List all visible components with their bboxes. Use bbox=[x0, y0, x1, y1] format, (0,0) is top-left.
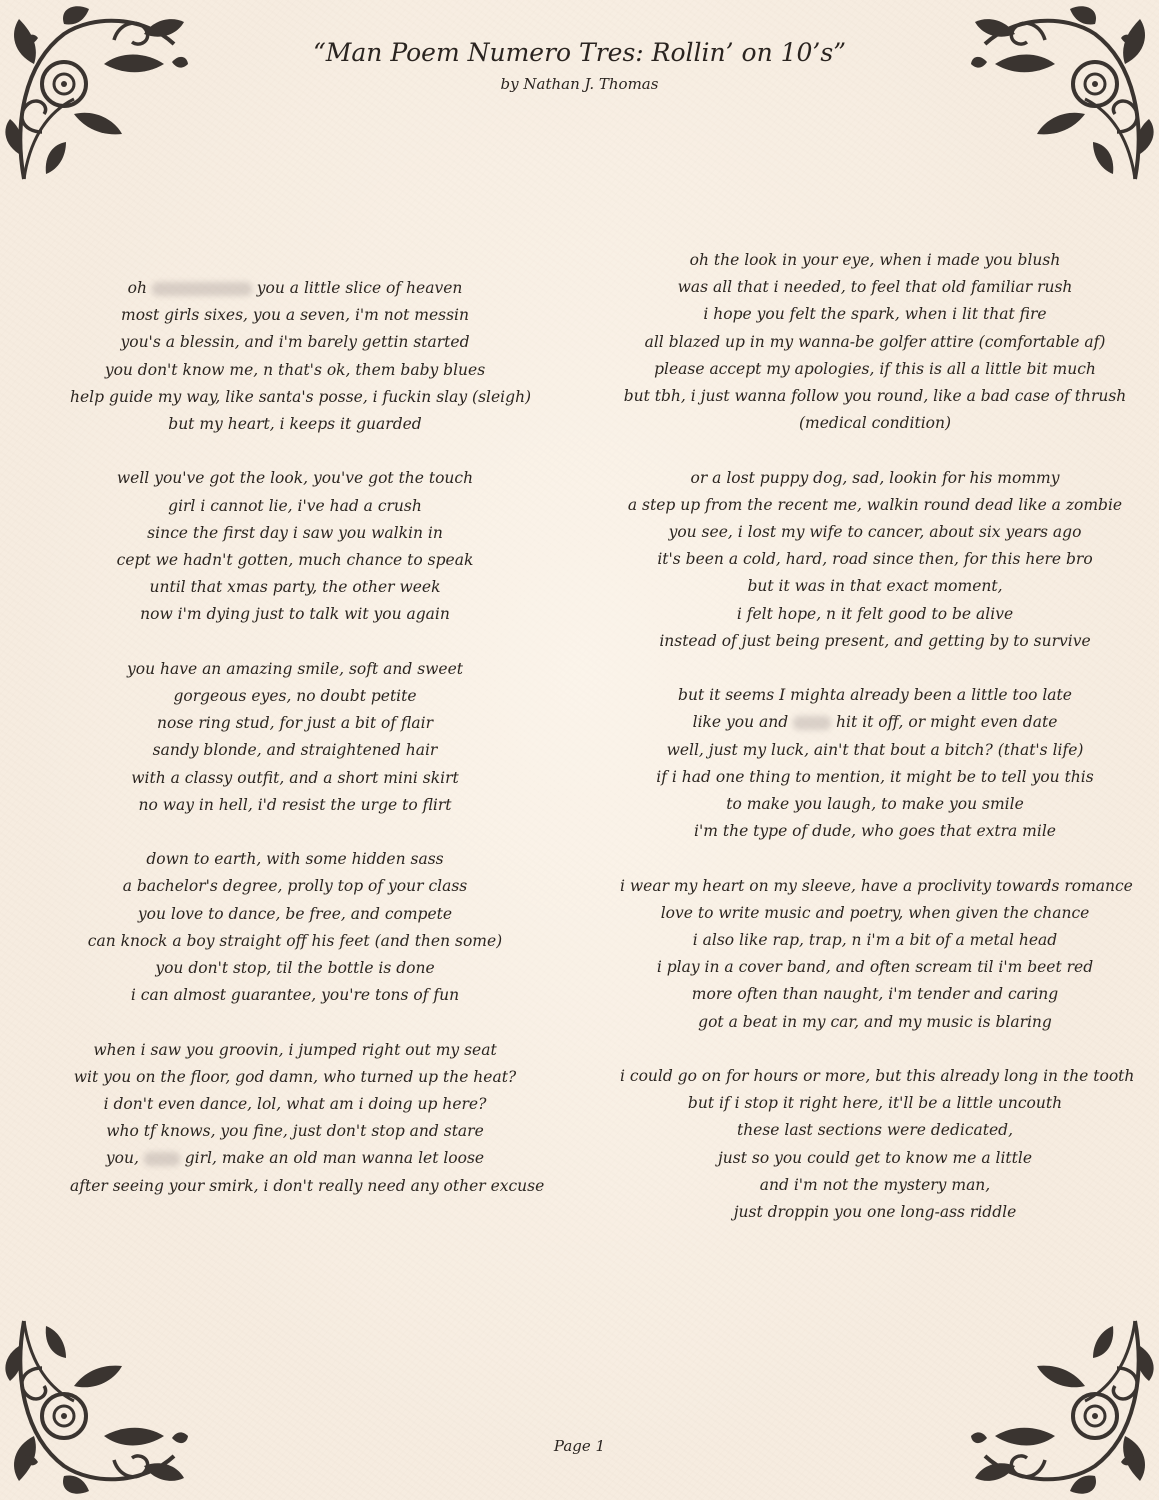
stanza bbox=[620, 247, 1130, 437]
poem-line bbox=[620, 709, 1130, 736]
floral-scroll-icon bbox=[970, 4, 1155, 189]
poem-line: i play in a cover band, and often scream til i'm beet red bbox=[656, 958, 1094, 977]
poem-line: love to write music and poetry, when given the chance bbox=[660, 903, 1090, 922]
poem-line: or a lost puppy dog, sad, lookin for his mommy bbox=[690, 468, 1060, 487]
poem-line: i wear my heart on my sleeve, have a proclivity towards romance bbox=[620, 876, 1133, 895]
poem-line: well you've got the look, you've got the touch bbox=[116, 469, 474, 488]
poem-line: can knock a boy straight off his feet (and then some) bbox=[87, 931, 503, 950]
poem-line: i don't even dance, lol, what am i doing up here? bbox=[103, 1095, 487, 1114]
poem-line: now i'm dying just to talk wit you again bbox=[140, 605, 450, 624]
stanza bbox=[70, 846, 520, 1009]
poem-line: just so you could get to know me a little bbox=[717, 1148, 1033, 1167]
poem-line-text: you a little slice of heaven bbox=[251, 279, 463, 297]
poem-line: until that xmas party, the other week bbox=[149, 578, 441, 597]
poem-line-text: girl, make an old man wanna let loose bbox=[179, 1149, 485, 1168]
poem-line: but if i stop it right here, it'll be a little uncouth bbox=[687, 1094, 1063, 1113]
floral-scroll-icon bbox=[970, 1311, 1155, 1496]
poem-line: i also like rap, trap, n i'm a bit of a metal head bbox=[692, 931, 1058, 950]
poem-line: i hope you felt the spark, when i lit that fire bbox=[703, 305, 1047, 324]
poem-line: down to earth, with some hidden sass bbox=[146, 850, 444, 869]
poem-line: but tbh, i just wanna follow you round, like a bad case of thrush bbox=[623, 387, 1127, 406]
floral-scroll-icon bbox=[4, 1311, 189, 1496]
poem-line: and i'm not the mystery man, bbox=[759, 1175, 991, 1194]
poem-line: you don't know me, n that's ok, them baby blues bbox=[104, 360, 486, 379]
poem-line bbox=[70, 1145, 520, 1172]
poem-line: i felt hope, n it felt good to be alive bbox=[736, 604, 1014, 623]
poem-line: but it seems I mighta already been a little too late bbox=[678, 686, 1072, 705]
poem-line: girl i cannot lie, i've had a crush bbox=[168, 496, 422, 515]
poem-title: “Man Poem Numero Tres: Rollin’ on 10’s” bbox=[312, 38, 846, 67]
poem-line bbox=[70, 275, 520, 302]
poem-line: i could go on for hours or more, but this already long in the tooth bbox=[620, 1067, 1135, 1086]
poem-line: just droppin you one long-ass riddle bbox=[733, 1203, 1017, 1222]
poem-line: instead of just being present, and getting by to survive bbox=[659, 631, 1091, 650]
poem-line: if i had one thing to mention, it might be to tell you this bbox=[656, 767, 1094, 786]
poem-line: since the first day i saw you walkin in bbox=[147, 523, 443, 542]
poem-line: please accept my apologies, if this is all a little bit much bbox=[654, 359, 1096, 378]
poem-line: who tf knows, you fine, just don't stop and stare bbox=[106, 1122, 484, 1141]
poem-line: but it was in that exact moment, bbox=[747, 577, 1003, 596]
poem-column-left bbox=[70, 275, 545, 1227]
author-byline: by Nathan J. Thomas bbox=[500, 75, 659, 93]
poem-line: when i saw you groovin, i jumped right out my seat bbox=[93, 1040, 497, 1059]
poem-line: i'm the type of dude, who goes that extra mile bbox=[694, 822, 1056, 841]
poem-line: to make you laugh, to make you smile bbox=[726, 795, 1024, 814]
poem-line: gorgeous eyes, no doubt petite bbox=[173, 687, 417, 706]
poem-line-text: you, bbox=[105, 1149, 144, 1168]
stanza bbox=[70, 1037, 545, 1200]
poem-line-text: oh bbox=[127, 279, 152, 297]
poem-line: these last sections were dedicated, bbox=[736, 1121, 1014, 1140]
page-number: Page 1 bbox=[553, 1437, 606, 1455]
poem-line: (medical condition) bbox=[798, 414, 952, 433]
poem-line: cept we hadn't gotten, much chance to speak bbox=[116, 551, 474, 570]
redacted-name bbox=[793, 716, 831, 730]
stanza bbox=[620, 465, 1130, 655]
poem-line: but my heart, i keeps it guarded bbox=[168, 415, 422, 434]
poem-line: most girls sixes, you a seven, i'm not messin bbox=[121, 306, 469, 325]
stanza bbox=[70, 656, 520, 819]
poem-line: more often than naught, i'm tender and caring bbox=[691, 985, 1059, 1004]
poem-line: nose ring stud, for just a bit of flair bbox=[157, 714, 433, 733]
poem-line: with a classy outfit, and a short mini skirt bbox=[131, 768, 459, 787]
poem-line: a bachelor's degree, prolly top of your class bbox=[122, 877, 468, 896]
stanza bbox=[620, 873, 1133, 1036]
poem-line: was all that i needed, to feel that old familiar rush bbox=[677, 278, 1073, 297]
poem-line: you's a blessin, and i'm barely gettin started bbox=[120, 333, 470, 352]
poem-line-text: hit it off, or might even date bbox=[831, 713, 1058, 732]
poem-line: wit you on the floor, god damn, who turned up the heat? bbox=[73, 1067, 517, 1086]
poem-line: a step up from the recent me, walkin round dead like a zombie bbox=[627, 495, 1123, 514]
poem-line: help guide my way, like santa's posse, i fuckin slay (sleigh) bbox=[70, 387, 532, 406]
stanza bbox=[70, 275, 532, 438]
stanza bbox=[70, 465, 520, 628]
poem-line-text: like you and bbox=[692, 713, 794, 732]
stanza bbox=[620, 1063, 1135, 1226]
poem-line: after seeing your smirk, i don't really need any other excuse bbox=[70, 1176, 545, 1195]
poem-line: you don't stop, til the bottle is done bbox=[155, 959, 435, 978]
poem-line: you see, i lost my wife to cancer, about six years ago bbox=[668, 523, 1082, 542]
floral-scroll-icon bbox=[4, 4, 189, 189]
poem-line: it's been a cold, hard, road since then, for this here bro bbox=[657, 550, 1093, 569]
redacted-name bbox=[144, 1152, 180, 1166]
poem-column-right bbox=[620, 247, 1135, 1253]
poem-line: sandy blonde, and straightened hair bbox=[152, 741, 438, 760]
poem-line: well, just my luck, ain't that bout a bitch? (that's life) bbox=[666, 740, 1084, 759]
poem-line: you love to dance, be free, and compete bbox=[137, 904, 453, 923]
poem-line: i can almost guarantee, you're tons of fun bbox=[130, 986, 460, 1005]
stanza bbox=[620, 682, 1130, 845]
redacted-name bbox=[152, 282, 252, 296]
poem-line: got a beat in my car, and my music is blaring bbox=[698, 1012, 1052, 1031]
poem-line: oh the look in your eye, when i made you blush bbox=[689, 251, 1061, 269]
poem-line: you have an amazing smile, soft and sweet bbox=[126, 659, 463, 678]
poem-line: no way in hell, i'd resist the urge to flirt bbox=[138, 795, 452, 814]
poem-line: all blazed up in my wanna-be golfer attire (comfortable af) bbox=[644, 332, 1106, 351]
